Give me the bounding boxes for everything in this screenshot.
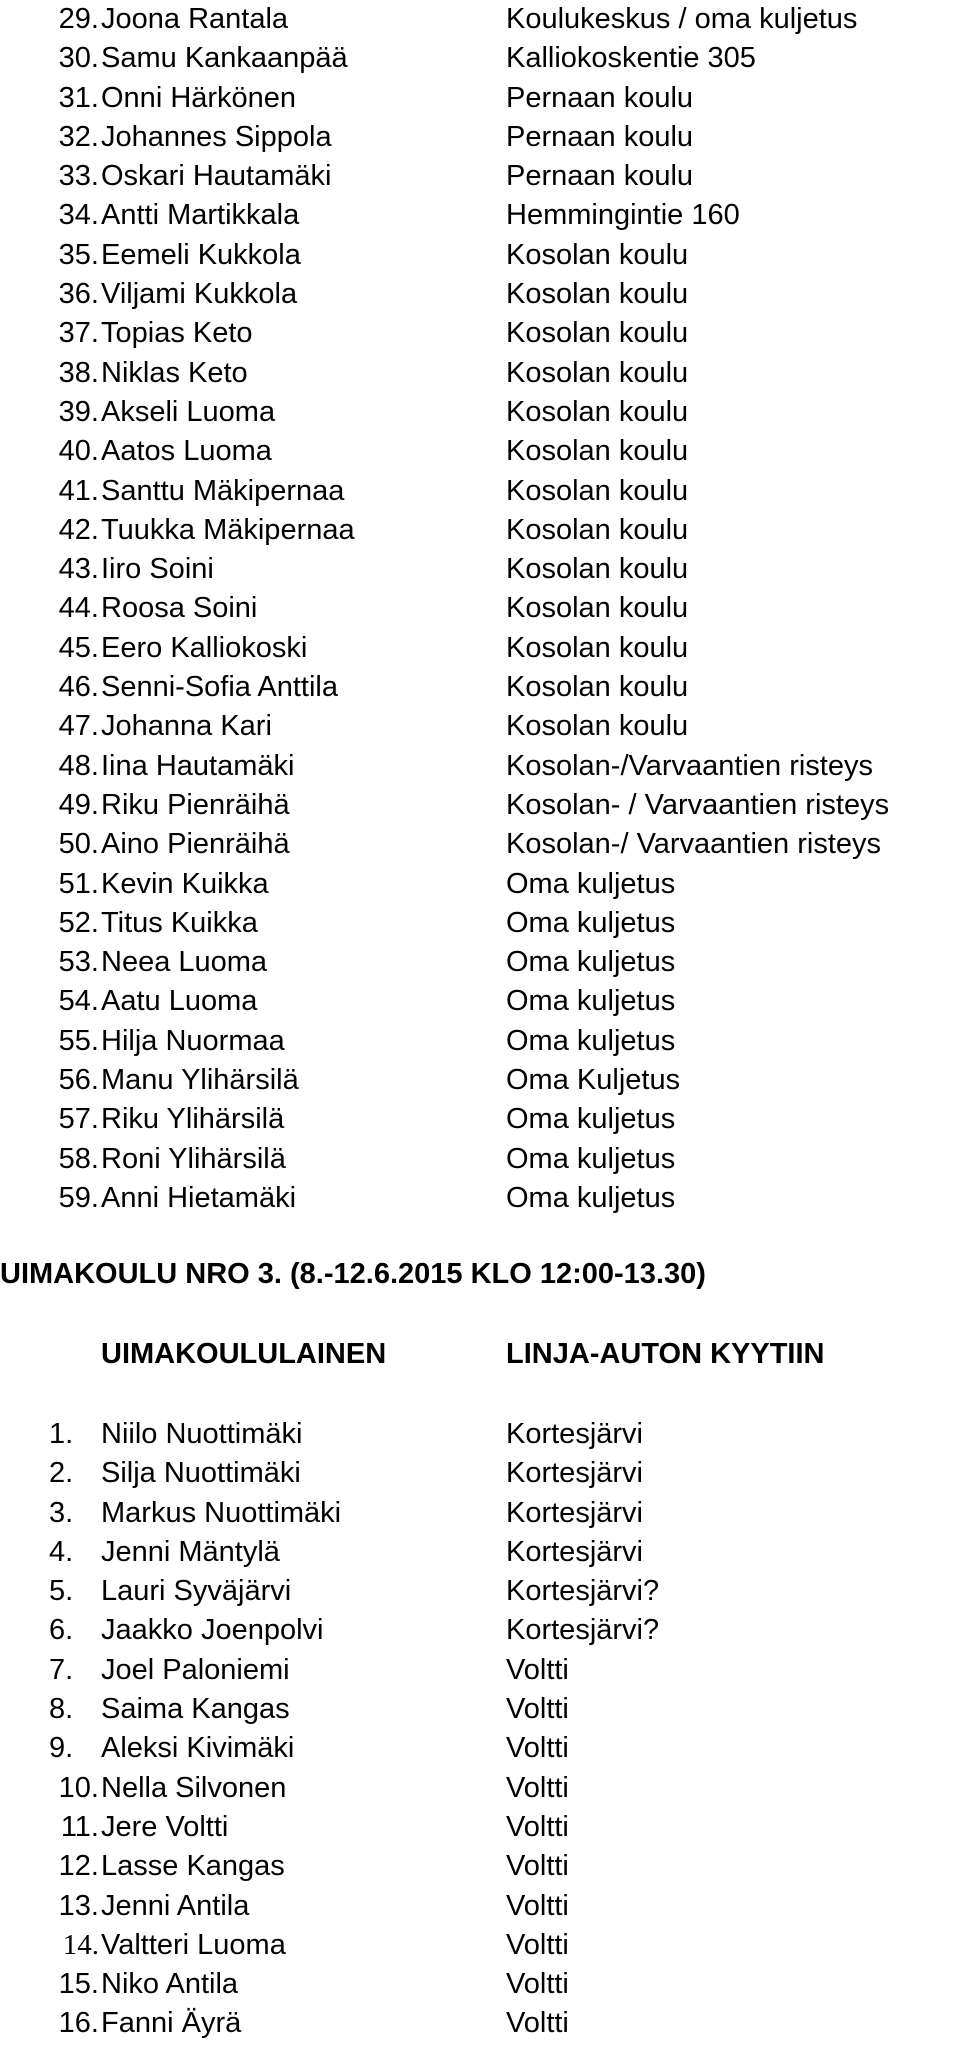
pickup-location: Oma Kuljetus [506,1064,681,1097]
list-item [0,1572,960,1611]
section-heading: UIMAKOULU NRO 3. (8.-12.6.2015 KLO 12:00-13.30) [0,1258,706,1290]
item-number: 57. [58,1103,99,1136]
person-name: Joona Rantala [101,3,289,35]
item-number: 43. [58,553,99,586]
list-item [0,1100,960,1139]
list-item [0,354,960,393]
item-number: 32. [58,120,99,153]
person-name: Titus Kuikka [101,906,258,939]
list-item [0,668,960,707]
item-number: 37. [58,317,99,350]
pickup-location: Oma kuljetus [506,867,676,900]
list-item [0,1926,960,1965]
pickup-location: Kosolan koulu [506,278,689,311]
person-name: Eemeli Kukkola [101,238,301,271]
list-item [0,1651,960,1690]
person-name: Lauri Syväjärvi [101,1575,292,1608]
list-item [0,1847,960,1886]
person-name: Nella Silvonen [101,1771,287,1804]
pickup-location: Kosolan koulu [506,474,689,507]
person-name: Manu Ylihärsilä [101,1064,299,1097]
pickup-location: Kosolan koulu [506,710,689,743]
pickup-location: Kortesjärvi [506,1496,643,1529]
person-name: Iiro Soini [101,553,214,586]
person-name: Viljami Kukkola [101,278,298,311]
pickup-location: Kortesjärvi [506,1457,643,1490]
pickup-location: Oma kuljetus [506,1024,676,1057]
pickup-location: Voltti [506,1889,569,1922]
item-number: 55. [58,1024,99,1057]
person-name: Akseli Luoma [101,395,276,428]
item-number: 10. [58,1771,99,1804]
person-name: Niko Antila [101,1968,239,2001]
person-name: Saima Kangas [101,1693,290,1726]
pickup-location: Oma kuljetus [506,1103,676,1136]
list-item [0,314,960,353]
item-number: 1. [49,1418,74,1450]
list-item [0,747,960,786]
item-number: 51. [58,867,99,900]
list-item [0,629,960,668]
column-header-swimmer: UIMAKOULULAINEN [101,1338,387,1370]
list-item [0,79,960,118]
pickup-location: Kosolan koulu [506,435,689,468]
list-item [0,1415,960,1454]
item-number: 46. [58,671,99,704]
pickup-location: Kosolan-/ Varvaantien risteys [506,828,882,861]
item-number: 41. [58,474,99,507]
column-header-bus-pickup: LINJA-AUTON KYYTIIN [506,1338,825,1370]
pickup-location: Kosolan-/Varvaantien risteys [506,749,873,782]
person-name: Jere Voltti [101,1810,229,1843]
item-number: 31. [58,81,99,114]
pickup-location: Kosolan koulu [506,631,689,664]
item-number: 54. [58,985,99,1018]
item-number: 36. [58,278,99,311]
list-item [0,1022,960,1061]
person-name: Eero Kalliokoski [101,631,308,664]
person-name: Anni Hietamäki [101,1181,297,1214]
item-number: 29. [58,3,99,35]
list-item [0,865,960,904]
list-item [0,1965,960,2004]
pickup-location: Kortesjärvi [506,1418,643,1450]
list-item [0,1611,960,1650]
pickup-location: Oma kuljetus [506,985,676,1018]
pickup-location: Kosolan koulu [506,317,689,350]
list-item [0,472,960,511]
pickup-location: Voltti [506,1771,569,1804]
person-name: Jenni Antila [101,1889,250,1922]
pickup-location: Pernaan koulu [506,160,694,193]
pickup-location: Oma kuljetus [506,1142,676,1175]
item-number: 56. [58,1064,99,1097]
list-item [0,904,960,943]
item-number: 40. [58,435,99,468]
person-name: Hilja Nuormaa [101,1024,285,1057]
item-number: 38. [58,356,99,389]
list-item [0,1887,960,1926]
pickup-location: Pernaan koulu [506,120,694,153]
item-number: 34. [58,199,99,232]
list-item [0,982,960,1021]
item-number: 52. [58,906,99,939]
item-number: 30. [58,42,99,75]
item-number: 53. [58,946,99,979]
person-name: Joel Paloniemi [101,1653,290,1686]
person-name: Johanna Kari [101,710,272,743]
person-name: Aleksi Kivimäki [101,1732,295,1765]
person-name: Roni Ylihärsilä [101,1142,286,1175]
list-item [0,1494,960,1533]
pickup-location: Kosolan koulu [506,238,689,271]
person-name: Neea Luoma [101,946,268,979]
person-name: Tuukka Mäkipernaa [101,513,355,546]
pickup-location: Oma kuljetus [506,946,676,979]
list-item [0,589,960,628]
pickup-location: Voltti [506,1693,569,1726]
list-item [0,196,960,235]
list-item [0,511,960,550]
list-item [0,825,960,864]
list-item [0,2004,960,2043]
person-name: Valtteri Luoma [101,1928,286,1961]
item-number: 15. [58,1968,99,2001]
item-number: 7. [49,1653,74,1686]
pickup-location: Voltti [506,1653,569,1686]
pickup-location: Kortesjärvi? [506,1575,660,1608]
pickup-location: Voltti [506,1968,569,2001]
person-name: Oskari Hautamäki [101,160,332,193]
person-name: Iina Hautamäki [101,749,295,782]
list-item [0,1769,960,1808]
pickup-location: Voltti [506,1810,569,1843]
pickup-location: Kosolan koulu [506,513,689,546]
person-name: Johannes Sippola [101,120,332,153]
pickup-location: Oma kuljetus [506,906,676,939]
person-name: Fanni Äyrä [101,2007,242,2040]
person-name: Riku Pienräihä [101,788,290,821]
list-item [0,786,960,825]
item-number: 47. [58,710,99,743]
pickup-location: Hemmingintie 160 [506,199,740,232]
item-number: 42. [58,513,99,546]
person-name: Kevin Kuikka [101,867,269,900]
pickup-location: Kosolan koulu [506,592,689,625]
person-name: Markus Nuottimäki [101,1496,342,1529]
pickup-location: Koulukeskus / oma kuljetus [506,3,858,35]
list-item [0,1454,960,1493]
person-name: Roosa Soini [101,592,258,625]
item-number: 39. [58,395,99,428]
list-item [0,157,960,196]
person-name: Aatos Luoma [101,435,272,468]
list-item [0,707,960,746]
list-item [0,1808,960,1847]
list-item [0,393,960,432]
list-item [0,1140,960,1179]
pickup-location: Oma kuljetus [506,1181,676,1214]
person-name: Silja Nuottimäki [101,1457,301,1490]
item-number: 2. [49,1457,74,1490]
person-name: Senni-Sofia Anttila [101,671,338,704]
person-name: Antti Martikkala [101,199,300,232]
list-item [0,432,960,471]
person-name: Jaakko Joenpolvi [101,1614,324,1647]
item-number: 35. [58,238,99,271]
list-item [0,1179,960,1218]
list-item [0,1061,960,1100]
person-name: Aino Pienräihä [101,828,290,861]
swim-school-roster [0,1415,960,2044]
list-item [0,39,960,78]
item-number: 8. [49,1693,74,1726]
list-item [0,1533,960,1572]
person-name: Riku Ylihärsilä [101,1103,285,1136]
item-number: 45. [58,631,99,664]
item-number: 49. [58,788,99,821]
pickup-location: Kortesjärvi? [506,1614,660,1647]
pickup-location: Kosolan koulu [506,553,689,586]
pickup-location: Voltti [506,1850,569,1883]
list-item [0,118,960,157]
pickup-location: Voltti [506,1732,569,1765]
item-number: 58. [58,1142,99,1175]
item-number: 11. [60,1810,99,1843]
item-number: 13. [58,1889,99,1922]
list-item [0,236,960,275]
item-number: 14. [62,1928,99,1961]
list-item [0,943,960,982]
item-number: 9. [49,1732,74,1765]
person-name: Niilo Nuottimäki [101,1418,303,1450]
person-name: Jenni Mäntylä [101,1535,280,1568]
item-number: 3. [49,1496,74,1529]
item-number: 44. [58,592,99,625]
pickup-location: Voltti [506,1928,569,1961]
item-number: 16. [58,2007,99,2040]
item-number: 48. [58,749,99,782]
person-name: Samu Kankaanpää [101,42,348,75]
person-name: Santtu Mäkipernaa [101,474,345,507]
person-name: Niklas Keto [101,356,248,389]
pickup-location: Pernaan koulu [506,81,694,114]
item-number: 4. [49,1535,74,1568]
list-item [0,0,960,39]
person-name: Topias Keto [101,317,253,350]
item-number: 5. [49,1575,74,1608]
list-item [0,275,960,314]
list-item [0,1729,960,1768]
person-name: Lasse Kangas [101,1850,285,1883]
list-item [0,1690,960,1729]
pickup-location: Kortesjärvi [506,1535,643,1568]
list-item [0,550,960,589]
item-number: 6. [49,1614,74,1647]
pickup-location: Kosolan- / Varvaantien risteys [506,788,890,821]
person-name: Onni Härkönen [101,81,297,114]
pickup-location: Kosolan koulu [506,356,689,389]
item-number: 33. [58,160,99,193]
person-name: Aatu Luoma [101,985,258,1018]
pickup-location: Kalliokoskentie 305 [506,42,756,75]
item-number: 12. [58,1850,99,1883]
pickup-location: Kosolan koulu [506,671,689,704]
item-number: 50. [58,828,99,861]
pickup-location: Kosolan koulu [506,395,689,428]
item-number: 59. [58,1181,99,1214]
pickup-location: Voltti [506,2007,569,2040]
